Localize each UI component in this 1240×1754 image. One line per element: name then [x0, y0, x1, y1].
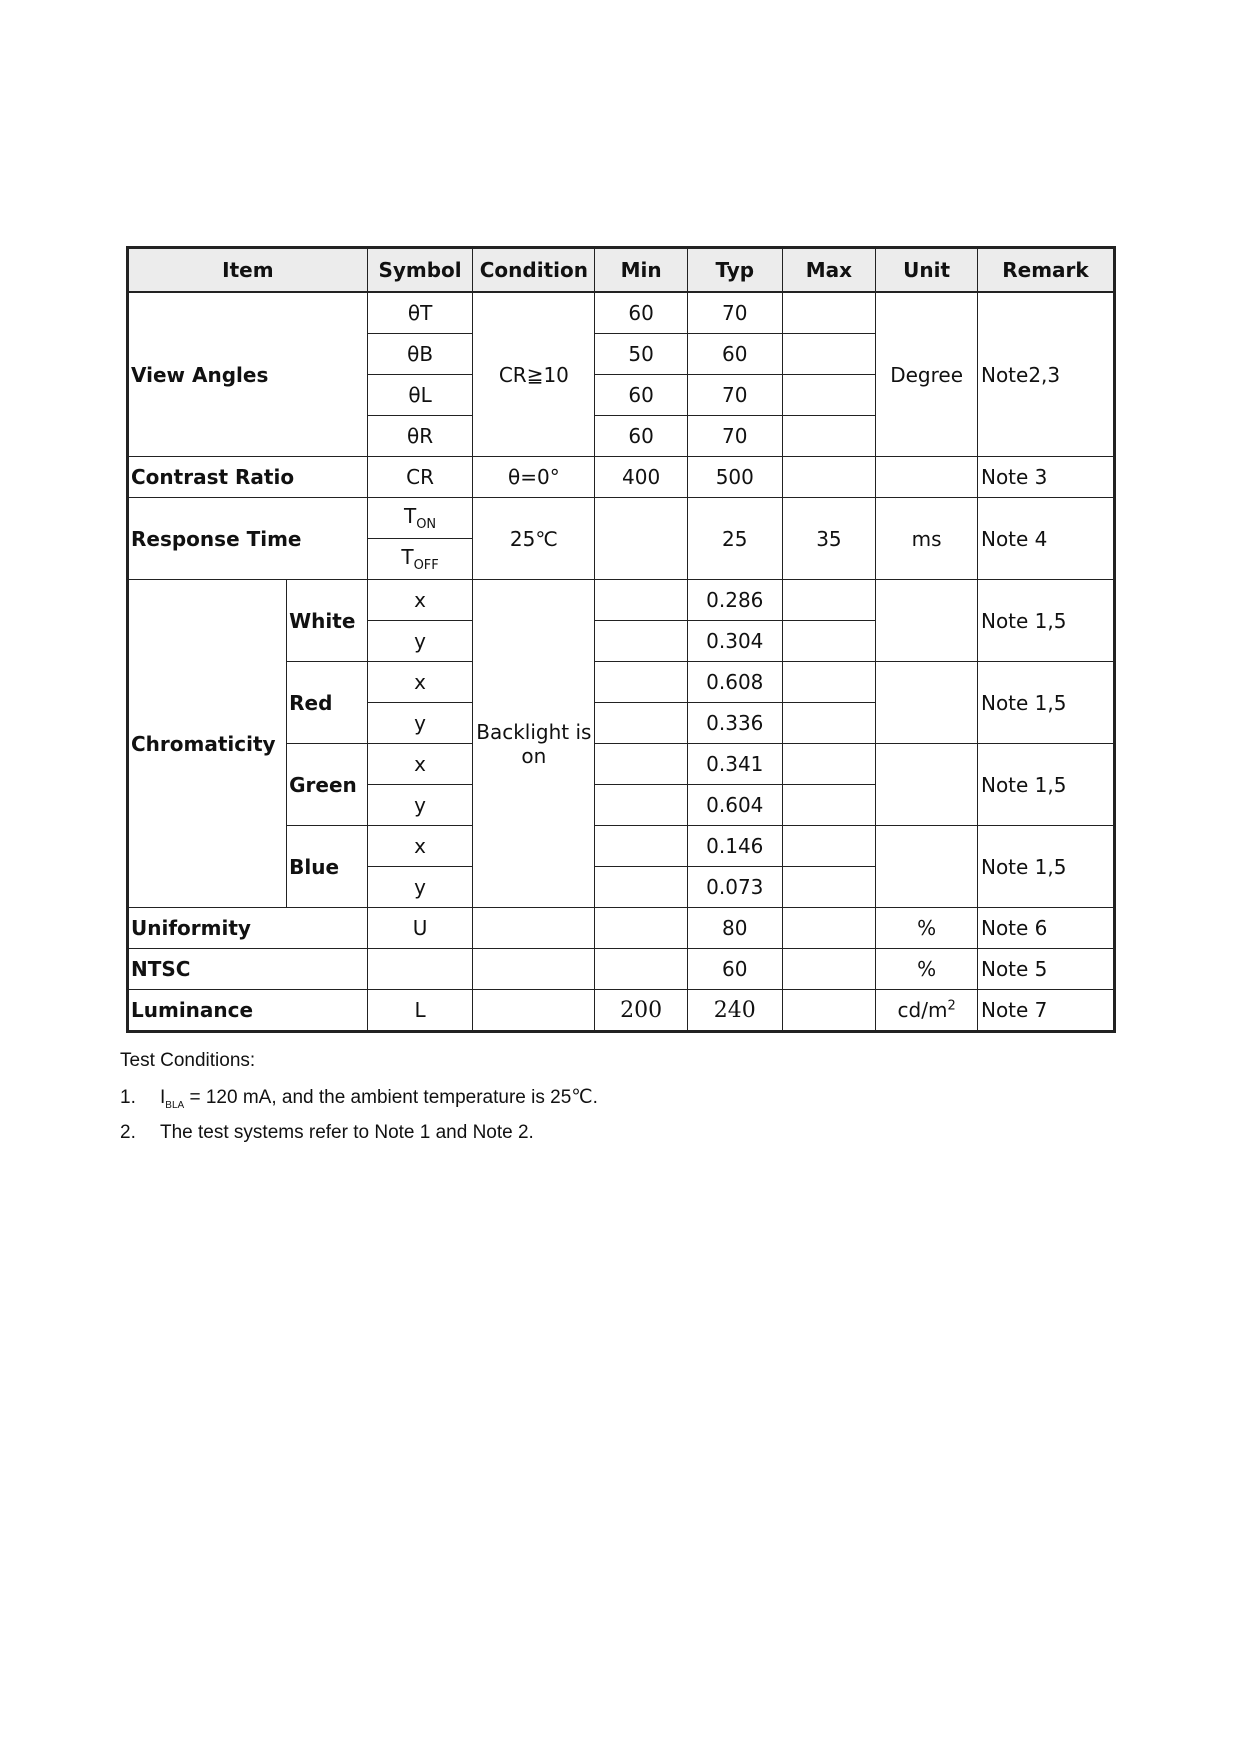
unit-cell [876, 580, 978, 662]
typ-cell: 0.146 [687, 826, 782, 867]
min-cell [595, 826, 688, 867]
unit-cell: % [876, 949, 978, 990]
min-cell: 200 [595, 990, 688, 1032]
unit-cell [876, 457, 978, 498]
symbol-toff [367, 539, 473, 580]
symbol-toff-sub: OFF [413, 558, 439, 573]
max-cell [782, 375, 876, 416]
typ-cell: 60 [687, 949, 782, 990]
min-cell: 400 [595, 457, 688, 498]
symbol-cell: θR [367, 416, 473, 457]
header-item: Item [128, 248, 368, 293]
contrast-ratio-label: Contrast Ratio [128, 457, 368, 498]
response-time-label: Response Time [128, 498, 368, 580]
condition-cell [473, 908, 595, 949]
color-green-label: Green [287, 744, 368, 826]
remark-cell: Note 1,5 [977, 662, 1114, 744]
chromaticity-condition: Backlight is on [473, 580, 595, 908]
max-cell [782, 990, 876, 1032]
symbol-ton [367, 498, 473, 539]
table-row [128, 990, 1115, 1032]
symbol-cell: CR [367, 457, 473, 498]
max-cell [782, 457, 876, 498]
symbol-cell: y [367, 703, 473, 744]
symbol-cell: x [367, 744, 473, 785]
typ-cell: 70 [687, 292, 782, 334]
note-number: 2. [120, 1122, 136, 1143]
condition-cell: θ=0° [473, 457, 595, 498]
max-cell [782, 292, 876, 334]
max-cell [782, 416, 876, 457]
remark-cell: Note 3 [977, 457, 1114, 498]
symbol-cell: θB [367, 334, 473, 375]
symbol-cell [367, 949, 473, 990]
view-angles-condition: CR≧10 [473, 292, 595, 457]
unit-cell [876, 744, 978, 826]
typ-cell: 60 [687, 334, 782, 375]
min-cell: 60 [595, 416, 688, 457]
symbol-cell: x [367, 662, 473, 703]
max-cell [782, 826, 876, 867]
header-row [128, 248, 1115, 293]
luminance-unit-sup: 2 [947, 998, 956, 1014]
note-text: The test systems refer to Note 1 and Note 2. [160, 1122, 534, 1143]
table-row [128, 580, 1115, 621]
table-row [128, 457, 1115, 498]
optical-spec-table [126, 246, 1116, 1033]
max-cell [782, 908, 876, 949]
symbol-cell: L [367, 990, 473, 1032]
symbol-cell: y [367, 867, 473, 908]
remark-cell: Note 7 [977, 990, 1114, 1032]
typ-cell: 70 [687, 416, 782, 457]
remark-cell: Note 5 [977, 949, 1114, 990]
luminance-label: Luminance [128, 990, 368, 1032]
min-cell [595, 949, 688, 990]
min-cell [595, 908, 688, 949]
note-item [120, 1086, 920, 1110]
symbol-toff-base: T [401, 545, 414, 569]
symbol-cell: θL [367, 375, 473, 416]
min-cell [595, 703, 688, 744]
note-text: = 120 mA, and the ambient temperature is 25℃. [184, 1087, 598, 1108]
header-min: Min [595, 248, 688, 293]
response-time-max: 35 [782, 498, 876, 580]
table-row [128, 292, 1115, 334]
min-cell [595, 867, 688, 908]
min-cell [595, 580, 688, 621]
header-remark: Remark [977, 248, 1114, 293]
typ-cell: 80 [687, 908, 782, 949]
response-time-unit: ms [876, 498, 978, 580]
luminance-unit-base: cd/m [897, 998, 948, 1022]
ntsc-label: NTSC [128, 949, 368, 990]
color-white-label: White [287, 580, 368, 662]
header-unit: Unit [876, 248, 978, 293]
color-blue-label: Blue [287, 826, 368, 908]
typ-cell: 0.073 [687, 867, 782, 908]
typ-cell: 0.336 [687, 703, 782, 744]
unit-cell [876, 990, 978, 1032]
chromaticity-label: Chromaticity [128, 580, 287, 908]
max-cell [782, 703, 876, 744]
symbol-cell: U [367, 908, 473, 949]
min-cell: 50 [595, 334, 688, 375]
max-cell [782, 334, 876, 375]
min-cell [595, 744, 688, 785]
color-red-label: Red [287, 662, 368, 744]
response-time-typ: 25 [687, 498, 782, 580]
typ-cell: 0.608 [687, 662, 782, 703]
view-angles-label: View Angles [128, 292, 368, 457]
symbol-cell: y [367, 621, 473, 662]
min-cell [595, 662, 688, 703]
view-angles-unit: Degree [876, 292, 978, 457]
min-cell [595, 785, 688, 826]
max-cell [782, 867, 876, 908]
test-conditions [120, 1050, 920, 1158]
max-cell [782, 785, 876, 826]
remark-cell: Note 1,5 [977, 826, 1114, 908]
symbol-cell: θT [367, 292, 473, 334]
view-angles-remark: Note2,3 [977, 292, 1114, 457]
min-cell: 60 [595, 292, 688, 334]
remark-cell: Note 1,5 [977, 744, 1114, 826]
response-time-remark: Note 4 [977, 498, 1114, 580]
max-cell [782, 662, 876, 703]
typ-cell: 0.304 [687, 621, 782, 662]
typ-cell: 500 [687, 457, 782, 498]
min-cell [595, 621, 688, 662]
symbol-ton-sub: ON [416, 517, 437, 532]
min-cell [595, 498, 688, 580]
note-number: 1. [120, 1087, 136, 1108]
unit-cell [876, 826, 978, 908]
unit-cell: % [876, 908, 978, 949]
typ-cell: 0.341 [687, 744, 782, 785]
header-max: Max [782, 248, 876, 293]
header-symbol: Symbol [367, 248, 473, 293]
condition-cell [473, 949, 595, 990]
table-row [128, 908, 1115, 949]
header-condition: Condition [473, 248, 595, 293]
condition-cell [473, 990, 595, 1032]
typ-cell: 0.286 [687, 580, 782, 621]
max-cell [782, 621, 876, 662]
typ-cell: 0.604 [687, 785, 782, 826]
symbol-cell: x [367, 826, 473, 867]
symbol-cell: x [367, 580, 473, 621]
note-item [120, 1122, 920, 1146]
note-current-symbol: I [160, 1087, 166, 1108]
unit-cell [876, 662, 978, 744]
header-typ: Typ [687, 248, 782, 293]
test-conditions-title: Test Conditions: [120, 1050, 256, 1071]
min-cell: 60 [595, 375, 688, 416]
table-row [128, 949, 1115, 990]
max-cell [782, 744, 876, 785]
max-cell [782, 580, 876, 621]
response-time-condition: 25℃ [473, 498, 595, 580]
symbol-ton-base: T [403, 504, 417, 528]
remark-cell: Note 1,5 [977, 580, 1114, 662]
note-current-sub: BLA [165, 1099, 185, 1111]
remark-cell: Note 6 [977, 908, 1114, 949]
typ-cell: 70 [687, 375, 782, 416]
uniformity-label: Uniformity [128, 908, 368, 949]
table-row [128, 498, 1115, 539]
max-cell [782, 949, 876, 990]
symbol-cell: y [367, 785, 473, 826]
typ-cell: 240 [687, 990, 782, 1032]
